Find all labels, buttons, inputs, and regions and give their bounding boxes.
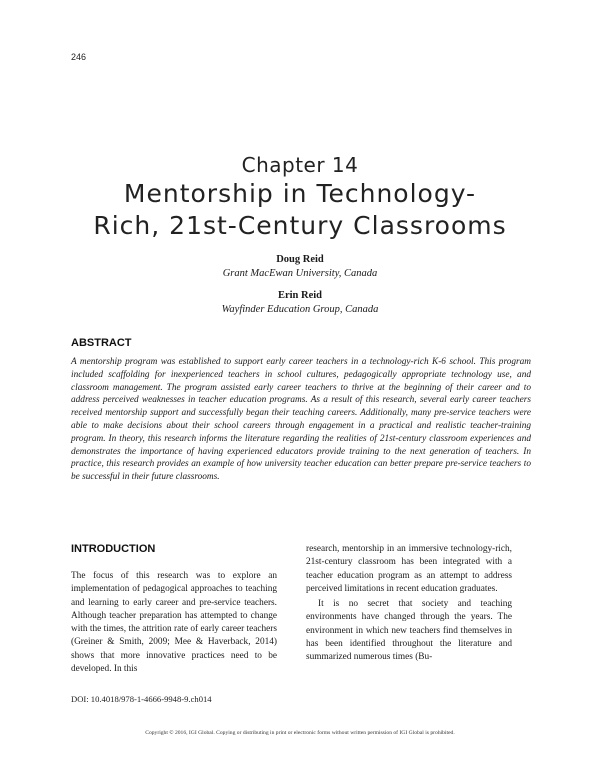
- abstract-text: A mentorship program was established to support early career teachers in a technology-rich K-6 school. This program included scaffolding for inexperienced teachers in school cultures, pedagogically appropriate technology use, and classroom management. The program assisted early career teachers to thrive at the beginning of their career and to address perceived weaknesses in teacher education programs. As a result of this research, several early career teachers received mentorship support and successfully began their teaching careers. Additionally, many pre-service teachers were able to make decisions about their school careers through engagement in a practical and realistic teacher-training program. In theory, this research informs the literature regarding the realities of 21st-century classroom experiences and demonstrates the importance of having experienced educators provide training to the next generation of teachers. In practice, this research provides an example of how university teacher education can better prepare pre-service teachers to be successful in their future classrooms.: [71, 357, 531, 483]
- right-column: [306, 543, 512, 665]
- chapter-label: Chapter 14: [241, 153, 359, 177]
- author-affiliation: Grant MacEwan University, Canada: [222, 268, 378, 279]
- copyright-notice: Copyright © 2016, IGI Global. Copying or distributing in print or electronic forms without written permission of IGI Global is prohibited.: [145, 730, 455, 736]
- chapter-title-line-1: Mentorship in Technology-: [123, 179, 477, 208]
- body-paragraph: research, mentorship in an immersive technology-rich, 21st-century classroom has been integrated with a teacher education program as an attempt to address perceived limitations in recent education graduates.: [306, 544, 512, 594]
- author-name: Erin Reid: [277, 290, 323, 301]
- author-block: [0, 253, 600, 281]
- body-paragraph: The focus of this research was to explore an implementation of pedagogical approaches to teaching and learning to early career and pre-service teachers. Although teacher preparation has attempted to change with the times, the attrition rate of early career teachers (Greiner & Smith, 2009; Mee & Haverback, 2014) shows that more innovative practices need to be developed. In this: [71, 571, 277, 675]
- doi: DOI: 10.4018/978-1-4666-9948-9.ch014: [71, 694, 212, 704]
- introduction-heading: INTRODUCTION: [71, 543, 156, 555]
- author-name: Doug Reid: [276, 254, 324, 265]
- left-column: [71, 570, 277, 676]
- abstract-heading: ABSTRACT: [71, 337, 132, 349]
- body-paragraph: It is no secret that society and teaching environments have changed through the years. The environment in which new teachers find themselves in has been identified throughout the literature and summarized numerous times (Bu-: [306, 599, 512, 663]
- author-block: [0, 289, 600, 317]
- page-number: 246: [71, 52, 87, 62]
- chapter-title-line-2: Rich, 21st-Century Classrooms: [93, 211, 507, 240]
- chapter-title: [40, 178, 560, 242]
- author-affiliation: Wayfinder Education Group, Canada: [221, 304, 379, 315]
